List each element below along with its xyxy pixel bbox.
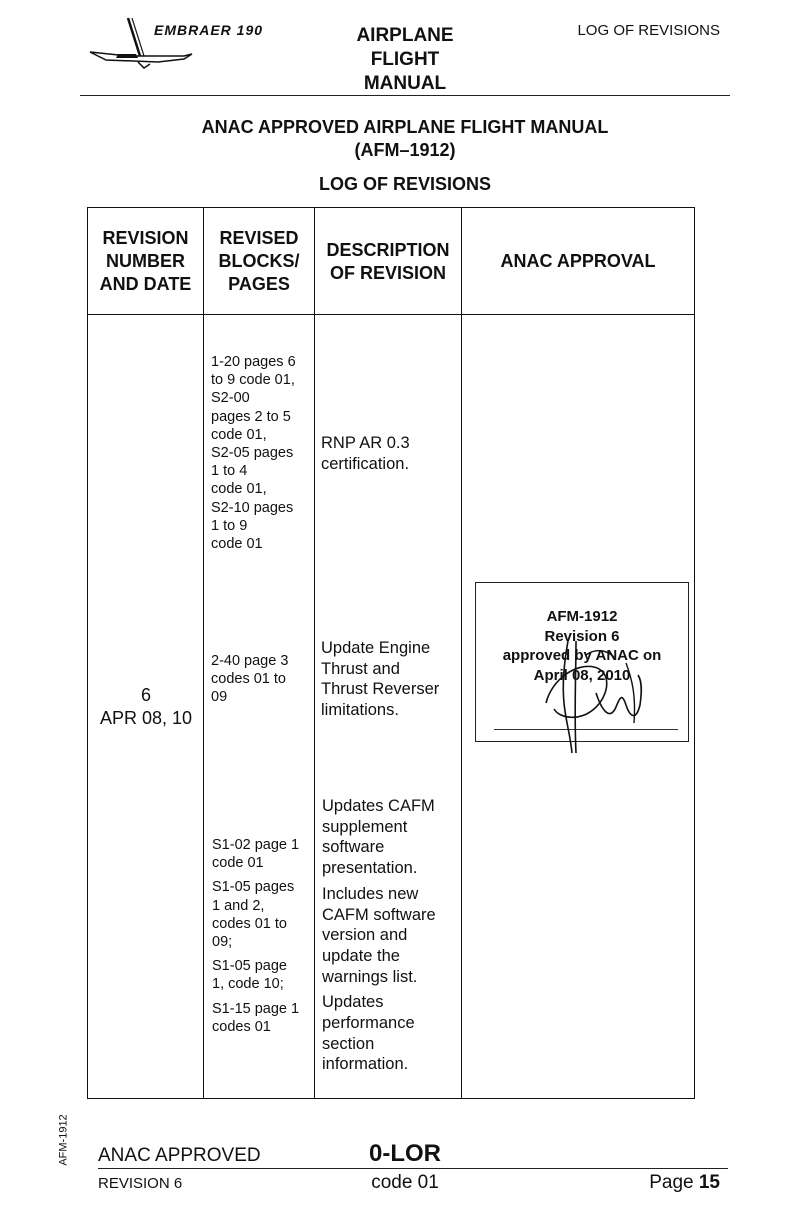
description-line: warnings list. bbox=[322, 967, 418, 986]
revised-pages-1 bbox=[211, 353, 296, 553]
page-line: code 01, bbox=[211, 426, 267, 443]
page-line: 1-20 pages 6 bbox=[211, 354, 296, 370]
handwritten-signature bbox=[476, 583, 690, 758]
column-divider bbox=[203, 208, 204, 1098]
header-blocks bbox=[204, 208, 314, 315]
page-line: 09; bbox=[212, 934, 233, 951]
page-line: code 01 bbox=[212, 855, 264, 872]
anac-approval-stamp bbox=[475, 582, 689, 742]
doc-type-line: FLIGHT bbox=[370, 49, 440, 70]
page-line: S1-15 page 1 bbox=[212, 1000, 300, 1017]
page-line: S2-05 pages bbox=[211, 445, 294, 462]
footer-approved: ANAC APPROVED bbox=[98, 1145, 261, 1166]
page-number: 15 bbox=[698, 1172, 720, 1193]
stamp-line: April 08, 2010 bbox=[533, 666, 631, 684]
description-line: software bbox=[322, 838, 385, 857]
side-code-text: AFM-1912 bbox=[57, 1114, 70, 1166]
footer-section-code: 0-LOR bbox=[369, 1140, 441, 1167]
page-line: S1-05 page bbox=[212, 958, 287, 975]
doc-type-line: MANUAL bbox=[363, 73, 447, 94]
stamp-line: AFM-1912 bbox=[546, 608, 618, 625]
description-line: Update Engine bbox=[321, 639, 431, 657]
log-title: LOG OF REVISIONS bbox=[318, 174, 492, 194]
page-label: Page bbox=[649, 1172, 694, 1193]
description-line: CAFM software bbox=[322, 905, 436, 924]
footer-revision: REVISION 6 bbox=[98, 1175, 183, 1192]
header-text: BLOCKS/ bbox=[218, 251, 300, 271]
header-text: REVISION bbox=[102, 228, 189, 248]
page-line: 09 bbox=[211, 689, 228, 706]
doc-type-line: AIRPLANE bbox=[356, 25, 454, 46]
page-line: 2-40 page 3 bbox=[211, 653, 289, 669]
description-line: Thrust and bbox=[321, 659, 400, 678]
header-text: AND DATE bbox=[99, 274, 192, 294]
footer-divider bbox=[98, 1168, 728, 1169]
airplane-icon bbox=[88, 12, 308, 72]
header-text: OF REVISION bbox=[329, 262, 446, 283]
description-line: limitations. bbox=[321, 701, 399, 720]
revisions-table bbox=[87, 207, 695, 1099]
title-line-1: ANAC APPROVED AIRPLANE FLIGHT MANUAL bbox=[201, 117, 609, 137]
header-text: REVISED bbox=[219, 228, 299, 248]
page-line: 1 and 2, bbox=[212, 897, 265, 914]
header-approval: ANAC APPROVAL bbox=[500, 251, 656, 271]
header-text: PAGES bbox=[228, 274, 290, 294]
page-line: S1-02 page 1 bbox=[212, 837, 300, 853]
description-line: section bbox=[322, 1034, 375, 1053]
description-line: supplement bbox=[322, 817, 408, 836]
header-text: NUMBER bbox=[105, 251, 185, 271]
revision-number-date bbox=[88, 684, 204, 730]
page-line: S2-10 pages bbox=[211, 499, 294, 516]
stamp-line: Revision 6 bbox=[544, 627, 620, 645]
page-line: codes 01 to bbox=[211, 671, 286, 688]
column-divider bbox=[461, 208, 462, 1098]
description-line: information. bbox=[322, 1055, 409, 1074]
footer-page bbox=[560, 1172, 720, 1194]
description-2 bbox=[321, 638, 439, 721]
page-line: to 9 code 01, bbox=[211, 372, 295, 389]
page-line: 1 to 4 bbox=[211, 463, 248, 480]
page-line: codes 01 to bbox=[212, 915, 287, 932]
description-line: update the bbox=[322, 946, 400, 965]
page-line: code 01 bbox=[211, 536, 263, 553]
title-line-2: (AFM–1912) bbox=[354, 140, 456, 160]
description-3 bbox=[322, 796, 436, 1075]
revised-pages-3 bbox=[212, 836, 299, 1036]
description-line: performance bbox=[322, 1014, 415, 1033]
description-line: presentation. bbox=[322, 859, 418, 878]
stamp-line: approved by ANAC on bbox=[502, 647, 662, 664]
page-line: S1-05 pages bbox=[212, 879, 295, 896]
section-title: LOG OF REVISIONS bbox=[577, 22, 720, 39]
brand-name: EMBRAER 190 bbox=[154, 22, 264, 38]
revised-pages-2 bbox=[211, 652, 288, 707]
side-document-code bbox=[52, 1112, 82, 1172]
description-line: Thrust Reverser bbox=[321, 680, 440, 699]
embraer-logo bbox=[88, 12, 308, 72]
revision-number: 6 bbox=[140, 685, 151, 705]
header-text: DESCRIPTION bbox=[326, 239, 450, 260]
header-description bbox=[315, 208, 461, 315]
page-line: pages 2 to 5 bbox=[211, 408, 291, 425]
page-line: codes 01 bbox=[212, 1018, 271, 1035]
page-line: 1, code 10; bbox=[212, 976, 284, 993]
description-line: Updates bbox=[322, 993, 384, 1012]
description-1 bbox=[321, 433, 410, 474]
revision-date: APR 08, 10 bbox=[99, 708, 193, 728]
doc-type bbox=[330, 24, 480, 96]
page-line: 1 to 9 bbox=[211, 517, 248, 534]
header-revision bbox=[88, 208, 203, 315]
description-line: Updates CAFM bbox=[322, 797, 435, 815]
header-divider bbox=[80, 95, 730, 96]
column-divider bbox=[314, 208, 315, 1098]
description-line: RNP AR 0.3 bbox=[321, 434, 410, 452]
description-line: version and bbox=[322, 926, 408, 945]
page-line: code 01, bbox=[211, 481, 267, 498]
page-line: S2-00 bbox=[211, 390, 250, 407]
footer-code: code 01 bbox=[371, 1172, 439, 1193]
description-line: certification. bbox=[321, 454, 410, 473]
document-title bbox=[80, 116, 730, 162]
description-line: Includes new bbox=[322, 884, 419, 903]
